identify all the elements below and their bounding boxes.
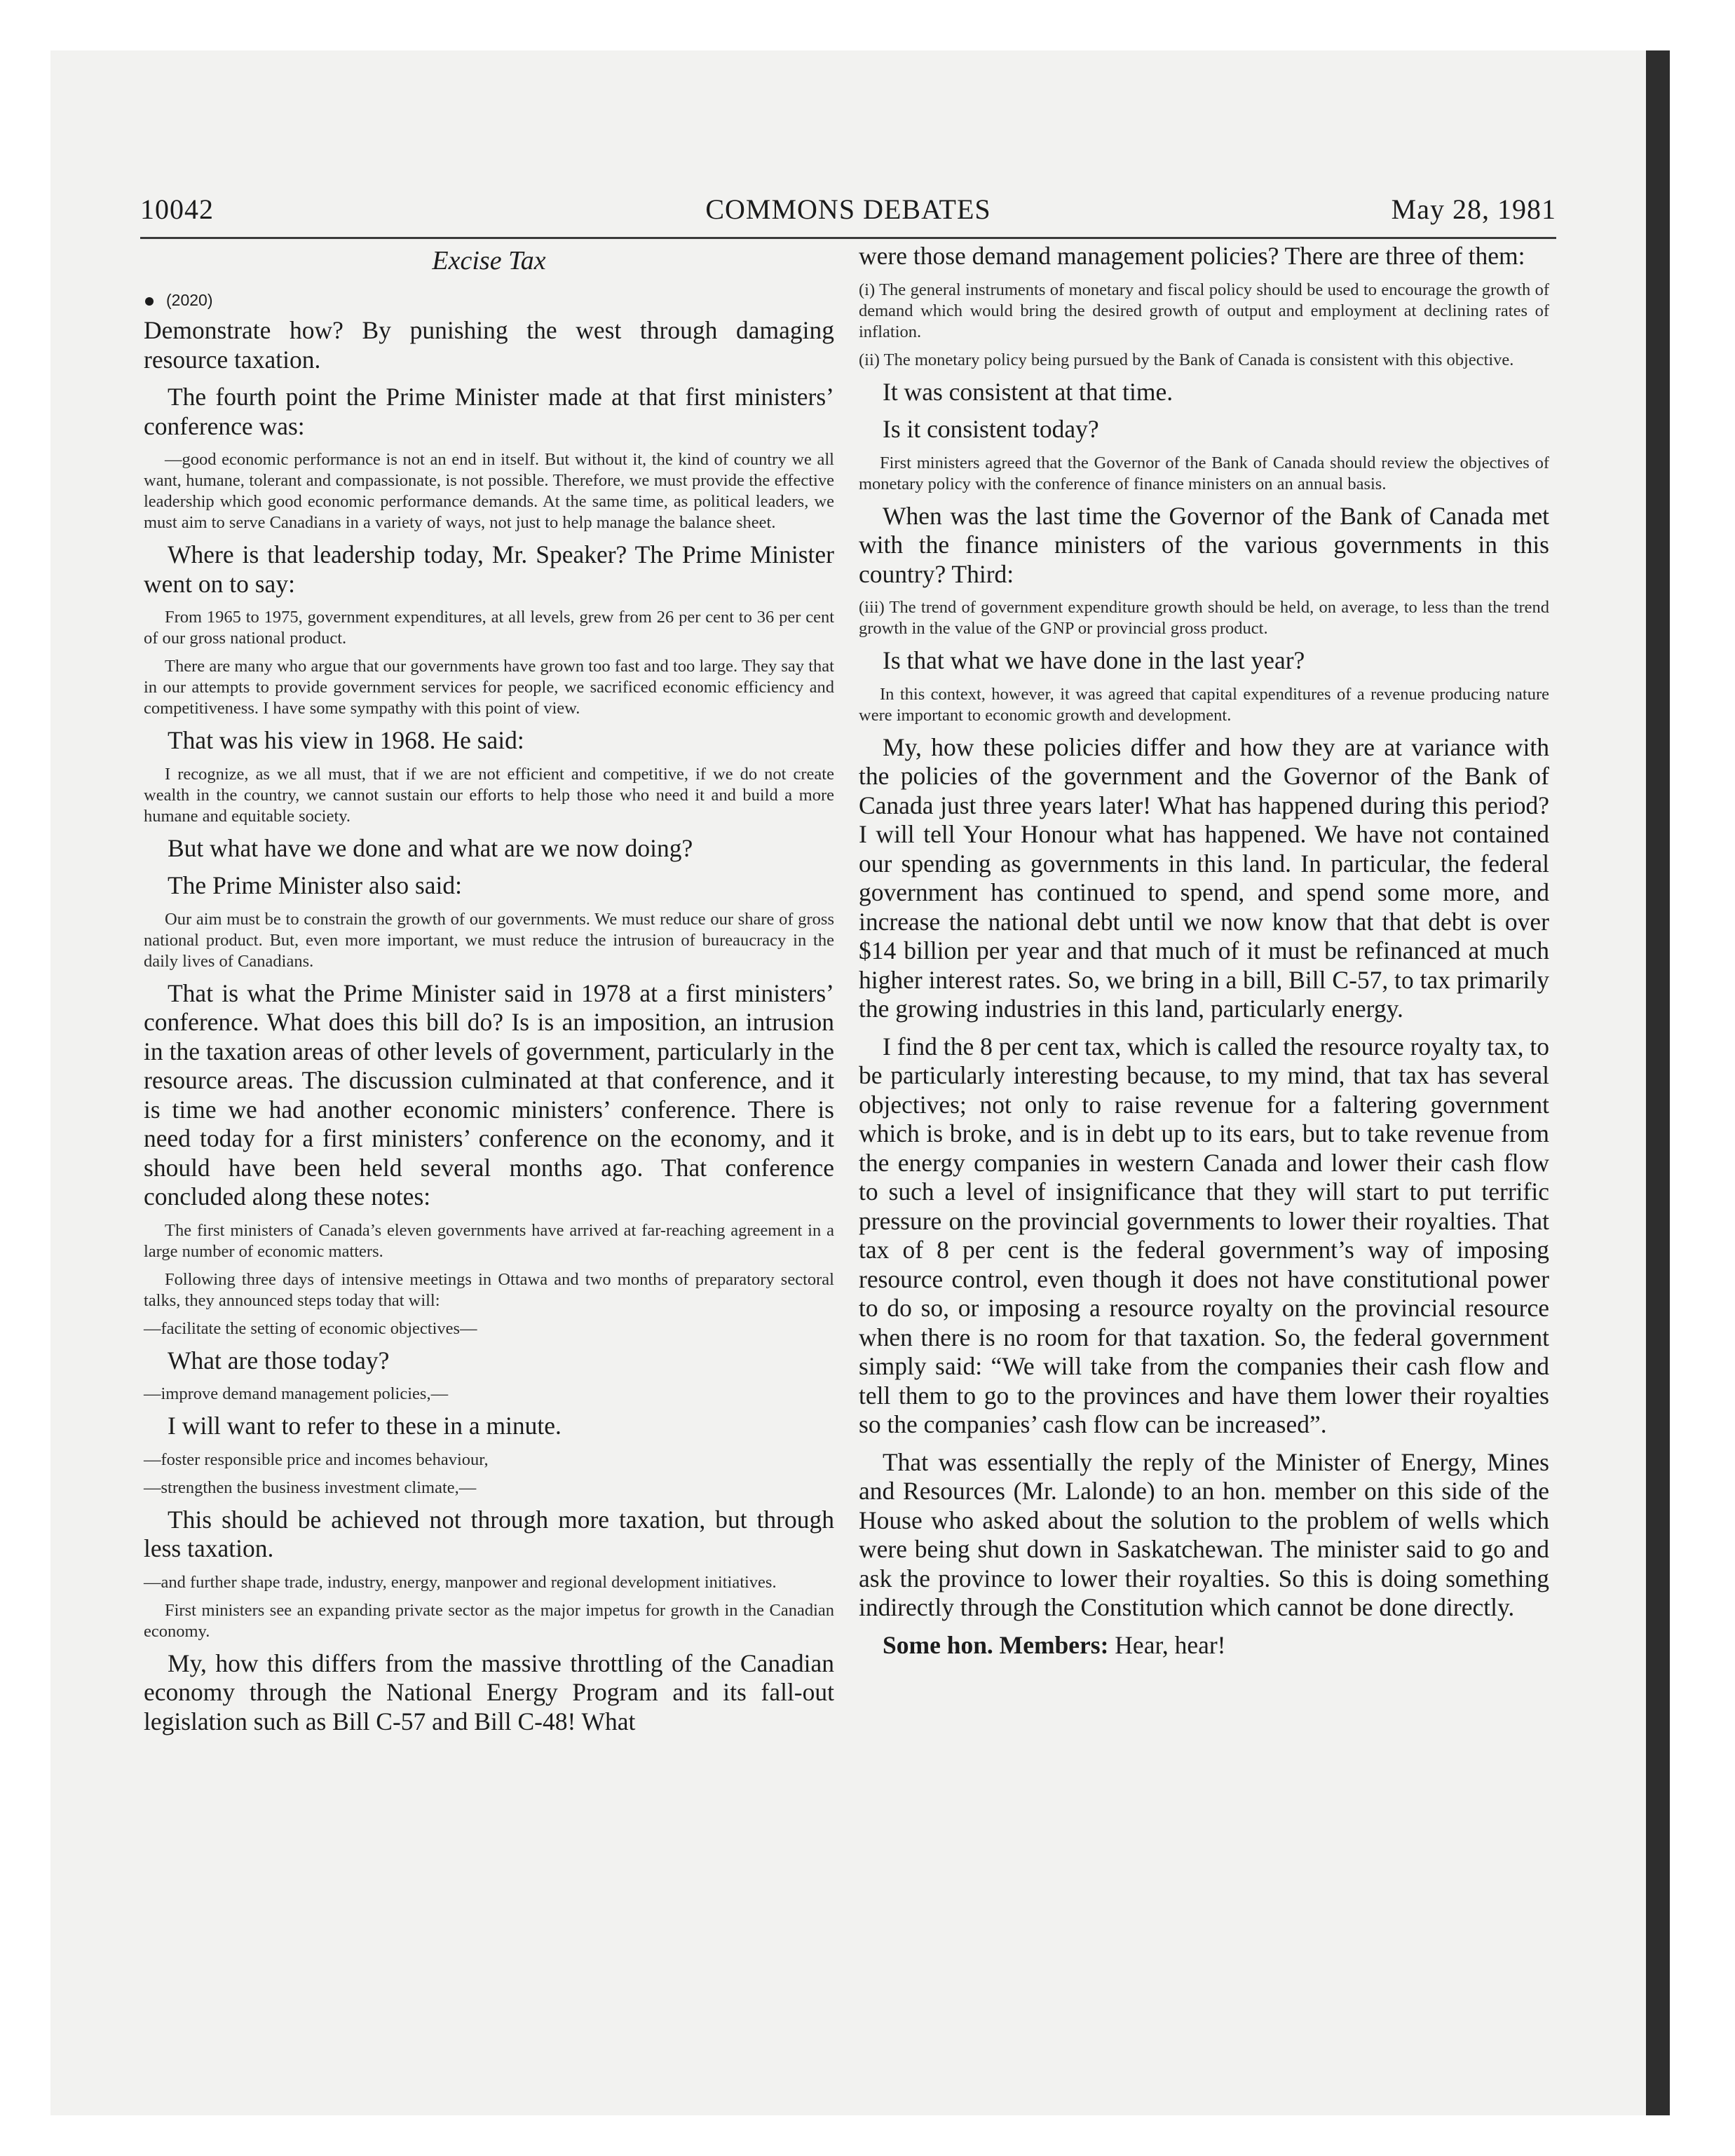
speech-paragraph: When was the last time the Governor of the Bank of Canada met with the finance ministers of the various governments in this country? Third: (859, 501, 1549, 588)
speech-paragraph: That was his view in 1968. He said: (168, 726, 524, 754)
speech-paragraph: That is what the Prime Minister said in 1978 at a first ministers’ conference. What does this bill do? Is is an imposition, an intrusion in the taxation areas of other levels of government, particularly in the resource areas. The discussion culminated at that conference, and it is time we had another economic ministers’ conference. There is need today for a first ministers’ conference on the economy, and it should have been held several months ago. That conference concluded along these notes: (144, 978, 834, 1210)
left-column (144, 242, 834, 1745)
time-marker (145, 284, 834, 316)
speech-paragraph: That was essentially the reply of the Minister of Energy, Mines and Resources (Mr. Lalonde) to an hon. member on this side of the House who asked about the solution to the problem of wells which were being shut down in Saskatchewan. The minister said to go and ask the province to lower their royalties. So this is doing something indirectly through the Constitution which cannot be done directly. (859, 1447, 1549, 1621)
quoted-paragraph: First ministers agreed that the Governor of the Bank of Canada should review the objectives of monetary policy with the conference of finance ministers on an annual basis. (859, 453, 1549, 493)
page-header (140, 188, 1556, 239)
speech-paragraph: It was consistent at that time. (883, 377, 1173, 406)
journal-title: COMMONS DEBATES (705, 193, 991, 225)
quoted-paragraph: —strengthen the business investment climate,— (144, 1478, 477, 1497)
speech-paragraph: My, how this differs from the massive throttling of the Canadian economy through the National Energy Program and its fall-out legislation such as Bill C-57 and Bill C-48! What (144, 1649, 834, 1735)
quoted-paragraph: I recognize, as we all must, that if we are not efficient and competitive, if we do not create wealth in the country, we cannot sustain our efforts to help those who need it and build a more humane and equitable society. (144, 764, 834, 826)
speech-paragraph: Is that what we have done in the last year? (883, 646, 1305, 674)
quoted-paragraph: The first ministers of Canada’s eleven governments have arrived at far-reaching agreement in a large number of economic matters. (144, 1220, 834, 1261)
interjection-text: Hear, hear! (1115, 1630, 1226, 1659)
section-title: Excise Tax (432, 246, 546, 275)
page-number: 10042 (140, 193, 214, 225)
quoted-paragraph: (i) The general instruments of monetary and fiscal policy should be used to encourage the growth of demand which would bring the desired growth of output and employment at declining rates of inflation. (859, 280, 1549, 341)
bullet-icon (145, 297, 154, 306)
quoted-paragraph: —facilitate the setting of economic objectives— (144, 1318, 477, 1338)
quoted-paragraph: —foster responsible price and incomes behaviour, (144, 1449, 489, 1469)
right-column-body (859, 242, 1549, 1623)
quoted-paragraph: Our aim must be to constrain the growth of our governments. We must reduce our share of gross national product. But, even more important, we must reduce the intrusion of bureaucracy in the daily lives of Canadians. (144, 909, 834, 971)
quoted-paragraph: From 1965 to 1975, government expenditures, at all levels, grew from 26 per cent to 36 per cent of our gross national product. (144, 608, 834, 648)
speech-paragraph: were those demand management policies? There are three of them: (859, 242, 1525, 270)
speech-paragraph: This should be achieved not through more taxation, but through less taxation. (144, 1505, 834, 1562)
interjection (859, 1631, 1549, 1660)
quoted-paragraph: Following three days of intensive meetings in Ottawa and two months of preparatory sectoral talks, they announced steps today that will: (144, 1269, 834, 1310)
speech-paragraph: Demonstrate how? By punishing the west through damaging resource taxation. (144, 316, 834, 374)
quoted-paragraph: First ministers see an expanding private sector as the major impetus for growth in the Canadian economy. (144, 1600, 834, 1641)
quoted-paragraph: —improve demand management policies,— (144, 1384, 449, 1403)
scan-edge-bar (1646, 50, 1670, 2115)
quoted-paragraph: —good economic performance is not an end in itself. But without it, the kind of country we all want, humane, tolerant and compassionate, is not possible. Therefore, we must provide the effective leadership which good economic performance demands. At the same time, as political leaders, we must aim to serve Canadians in a variety of ways, not just to help manage the balance sheet. (144, 450, 834, 532)
quoted-paragraph: (ii) The monetary policy being pursued by the Bank of Canada is consistent with this objective. (859, 350, 1514, 369)
quoted-paragraph: There are many who argue that our governments have grown too fast and too large. They say that in our attempts to provide government services for people, we sacrificed economic efficiency and competitiveness. I have some sympathy with this point of view. (144, 657, 834, 718)
right-column (859, 242, 1549, 1668)
speech-paragraph: Where is that leadership today, Mr. Speaker? The Prime Minister went on to say: (144, 540, 834, 598)
speech-paragraph: The fourth point the Prime Minister made at that first ministers’ conference was: (144, 383, 834, 440)
speech-paragraph: My, how these policies differ and how they are at variance with the policies of the government and the Governor of the Bank of Canada just three years later! What has happened during this period? I will tell Your Honour what has happened. We have not contained our spending as governments in this land. In particular, the federal government has continued to spend, and spend some more, and increase the national debt until we now know that that debt is over $14 billion per year and that much of it must be refinanced at much higher interest rates. So, we bring in a bill, Bill C-57, to tax primarily the growing industries in this land, particularly energy. (859, 732, 1549, 1023)
speech-paragraph: What are those today? (168, 1346, 390, 1374)
time-marker-text: (2020) (166, 291, 213, 309)
speech-paragraph: The Prime Minister also said: (168, 871, 463, 899)
speech-paragraph: But what have we done and what are we now doing? (168, 833, 693, 862)
speech-paragraph: Is it consistent today? (883, 415, 1099, 443)
quoted-paragraph: In this context, however, it was agreed that capital expenditures of a revenue producing nature were important to economic growth and development. (859, 684, 1549, 725)
speech-paragraph: I find the 8 per cent tax, which is called the resource royalty tax, to be particularly interesting because, to my mind, that tax has several objectives; not only to raise revenue for a faltering government which is broke, and is in debt up to its ears, but to take revenue from the energy companies in western Canada and lower their cash flow to such a level of insignificance that they will start to put terrific pressure on the provincial governments to lower their royalties. That tax of 8 per cent is the federal government’s way of imposing resource control, even though it does not have constitutional power to do so, or imposing a resource royalty on the provincial resource when there is no room for that taxation. So, the federal government simply said: “We will take from the companies their cash flow and tell them to go to the provinces and have them lower their royalties so the companies’ cash flow can be increased”. (859, 1032, 1549, 1438)
speech-paragraph: I will want to refer to these in a minute. (168, 1412, 562, 1440)
quoted-paragraph: (iii) The trend of government expenditure growth should be held, on average, to less than the trend growth in the value of the GNP or provincial gross product. (859, 598, 1549, 638)
page-date: May 28, 1981 (1391, 193, 1556, 225)
interjection-speaker: Some hon. Members: (883, 1630, 1109, 1659)
left-column-body (144, 316, 834, 1736)
quoted-paragraph: —and further shape trade, industry, energy, manpower and regional development initiatives. (144, 1572, 777, 1592)
